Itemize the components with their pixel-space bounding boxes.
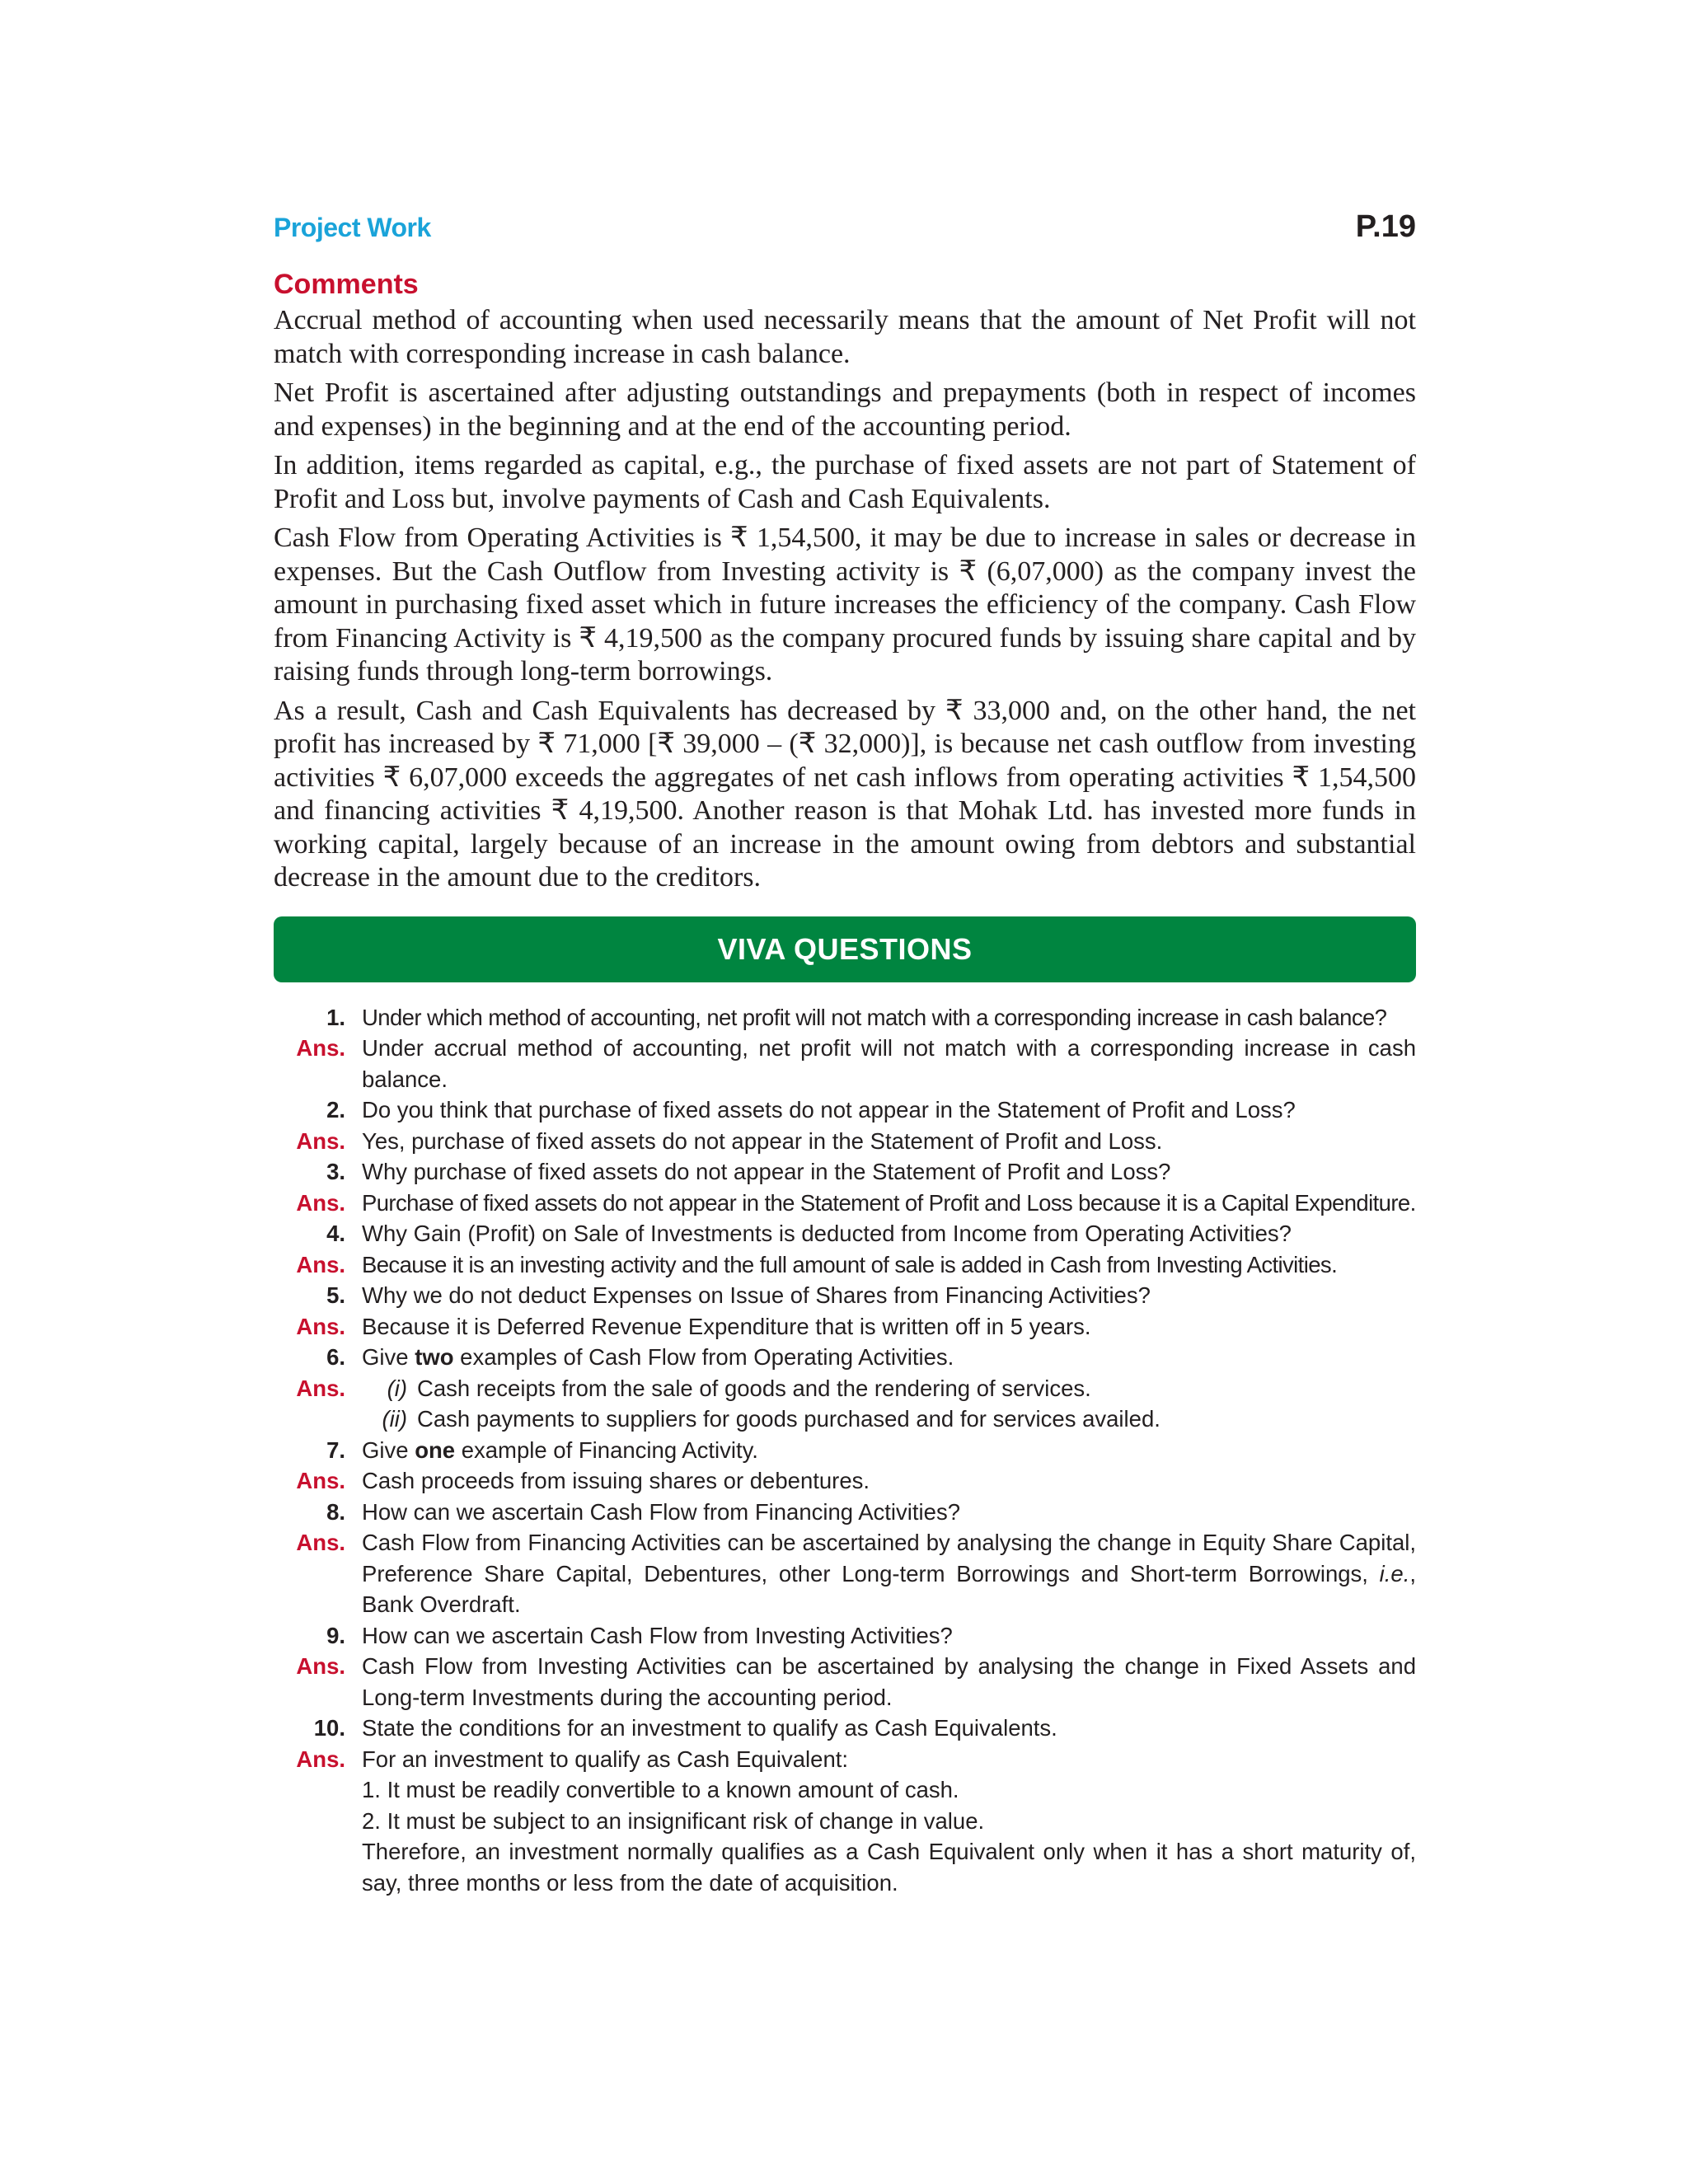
answer-text: Cash Flow from Investing Activities can be ascertained by analysing the change in Fixed Assets and Long-term Investments during the accounting period.: [362, 1653, 1416, 1710]
comments-paragraph: Net Profit is ascertained after adjusting outstandings and prepayments (both in respect of incomes and expenses) in the beginning and at the end of the accounting period.: [274, 377, 1416, 442]
answer-text-part: , Bank Overdraft.: [362, 1560, 1416, 1617]
answer-text: Because it is Deferred Revenue Expenditure that is written off in 5 years.: [362, 1313, 1091, 1339]
answer-text-part: Cash Flow from Financing Activities can be ascertained by analysing the change in Equity Share Capital, Preference Share Capital, Debentures, other Long-term Borrowings and Short-term Borrowings,: [362, 1530, 1416, 1586]
question-row: [274, 1280, 1416, 1311]
viva-questions-banner: [274, 916, 1416, 982]
answer-label: Ans.: [296, 1530, 345, 1555]
section-title: Project Work: [274, 213, 431, 242]
question-text-part: Give: [362, 1344, 415, 1370]
question-row: [274, 1094, 1416, 1126]
answer-row: [274, 1249, 1416, 1281]
answer-row: [274, 1527, 1416, 1620]
answer-row: [274, 1744, 1416, 1899]
question-text-part: Give: [362, 1436, 415, 1463]
question-text: [345, 1342, 1416, 1373]
answer-text: Yes, purchase of fixed assets do not appear in the Statement of Profit and Loss.: [362, 1127, 1163, 1154]
answer-line: Therefore, an investment normally qualifies as a Cash Equivalent only when it has a short maturity of, say, three months or less from the date of acquisition.: [362, 1839, 1416, 1896]
question-number: 7.: [326, 1436, 345, 1463]
question-row: [274, 1342, 1416, 1373]
question-row: [274, 1497, 1416, 1528]
answer-label: Ans.: [296, 1127, 345, 1154]
question-number: 4.: [326, 1221, 345, 1246]
answer-row: [274, 1465, 1416, 1497]
answer-text: Under accrual method of accounting, net profit will not match with a corresponding increase in cash balance.: [362, 1035, 1416, 1092]
answer-row: [274, 1311, 1416, 1343]
question-text: How can we ascertain Cash Flow from Financing Activities?: [362, 1498, 960, 1525]
question-text: Why purchase of fixed assets do not appear in the Statement of Profit and Loss?: [362, 1159, 1171, 1184]
answer-text: [345, 1373, 1416, 1435]
subitem-label: (i): [387, 1375, 407, 1401]
question-number: 5.: [326, 1282, 345, 1308]
page-number: P.19: [1355, 209, 1416, 244]
answer-row: [274, 1651, 1416, 1713]
question-text: Why we do not deduct Expenses on Issue of Shares from Financing Activities?: [362, 1282, 1151, 1308]
answer-subitem: [362, 1373, 1416, 1404]
answer-label: Ans.: [296, 1468, 345, 1493]
subitem-text: Cash receipts from the sale of goods and the rendering of services.: [417, 1375, 1091, 1401]
answer-row: [274, 1033, 1416, 1094]
question-number: 9.: [326, 1622, 345, 1648]
answer-label: Ans.: [296, 1375, 345, 1401]
question-emphasis: one: [415, 1436, 456, 1463]
question-number: 3.: [326, 1159, 345, 1184]
question-number: 2.: [326, 1097, 345, 1122]
question-number: 10.: [313, 1715, 345, 1741]
question-row: [274, 1156, 1416, 1188]
comments-paragraph: Cash Flow from Operating Activities is ₹ 1,54,500, it may be due to increase in sales or decrease in expenses. But the Cash Outflow from Investing activity is ₹ (6,07,000) as the company invest the amount in purchasing fixed asset which in future increases the efficiency of the company. Cash Flow from Financing Activity is ₹ 4,19,500 as the company procured funds by issuing share capital and by raising funds through long-term borrowings.: [274, 523, 1416, 687]
question-text: Do you think that purchase of fixed assets do not appear in the Statement of Profit and Loss?: [362, 1097, 1296, 1122]
question-text: [345, 1435, 1416, 1466]
answer-label: Ans.: [296, 1251, 345, 1277]
answer-label: Ans.: [296, 1035, 345, 1061]
answer-row: [274, 1373, 1416, 1435]
viva-question-list: [274, 1002, 1416, 1899]
answer-row: [274, 1188, 1416, 1219]
question-text: Under which method of accounting, net profit will not match with a corresponding increase in cash balance?: [362, 1004, 1387, 1030]
answer-text: Purchase of fixed assets do not appear in the Statement of Profit and Loss because it is a Capital Expenditure.: [362, 1189, 1416, 1216]
page-header: [274, 209, 1416, 257]
answer-subitem: [362, 1404, 1416, 1435]
question-text-part: examples of Cash Flow from Operating Activities.: [453, 1344, 954, 1370]
subitem-text: Cash payments to suppliers for goods purchased and for services availed.: [417, 1406, 1160, 1432]
comments-paragraph: Accrual method of accounting when used necessarily means that the amount of Net Profit will not match with corresponding increase in cash balance.: [274, 305, 1416, 369]
question-number: 8.: [326, 1498, 345, 1525]
question-row: [274, 1713, 1416, 1744]
question-text-part: example of Financing Activity.: [455, 1436, 758, 1463]
answer-line: 1. It must be readily convertible to a known amount of cash.: [362, 1777, 959, 1802]
comments-paragraph: As a result, Cash and Cash Equivalents has decreased by ₹ 33,000 and, on the other hand, the net profit has increased by ₹ 71,000 [₹ 39,000 – (₹ 32,000)], is because net cash outflow from investing activities ₹ 6,07,000 exceeds the aggregates of net cash inflows from operating activities ₹ 1,54,500 and financing activities ₹ 4,19,500. Another reason is that Mohak Ltd. has invested more funds in working capital, largely because of an increase in the amount owing from debtors and substantial decrease in the amount due to the creditors.: [274, 695, 1416, 893]
question-row: [274, 1435, 1416, 1466]
answer-label: Ans.: [296, 1313, 345, 1339]
answer-line: 2. It must be subject to an insignificant risk of change in value.: [362, 1807, 985, 1834]
answer-row: [274, 1126, 1416, 1157]
answer-text: [345, 1744, 1416, 1899]
answer-text: [345, 1527, 1416, 1620]
answer-label: Ans.: [296, 1189, 345, 1216]
answer-label: Ans.: [296, 1653, 345, 1679]
page: [274, 209, 1416, 1898]
question-text: State the conditions for an investment to qualify as Cash Equivalents.: [362, 1715, 1057, 1741]
question-row: [274, 1218, 1416, 1249]
question-row: [274, 1620, 1416, 1652]
answer-label: Ans.: [296, 1746, 345, 1772]
answer-italic: i.e.: [1379, 1560, 1410, 1586]
question-emphasis: two: [415, 1344, 454, 1370]
answer-line: For an investment to qualify as Cash Equivalent:: [362, 1746, 849, 1772]
question-text: Why Gain (Profit) on Sale of Investments is deducted from Income from Operating Activities?: [362, 1221, 1292, 1246]
question-text: How can we ascertain Cash Flow from Investing Activities?: [362, 1622, 953, 1648]
viva-questions-title: VIVA QUESTIONS: [717, 931, 973, 966]
answer-text: Cash proceeds from issuing shares or debentures.: [362, 1468, 870, 1493]
comments-heading: Comments: [274, 269, 419, 300]
comments-paragraph: In addition, items regarded as capital, e.g., the purchase of fixed assets are not part of Statement of Profit and Loss but, involve payments of Cash and Cash Equivalents.: [274, 450, 1416, 514]
question-number: 6.: [326, 1344, 345, 1370]
question-row: [274, 1002, 1416, 1033]
question-number: 1.: [326, 1004, 345, 1030]
answer-text: Because it is an investing activity and the full amount of sale is added in Cash from Investing Activities.: [362, 1251, 1338, 1277]
subitem-label: (ii): [382, 1406, 407, 1432]
